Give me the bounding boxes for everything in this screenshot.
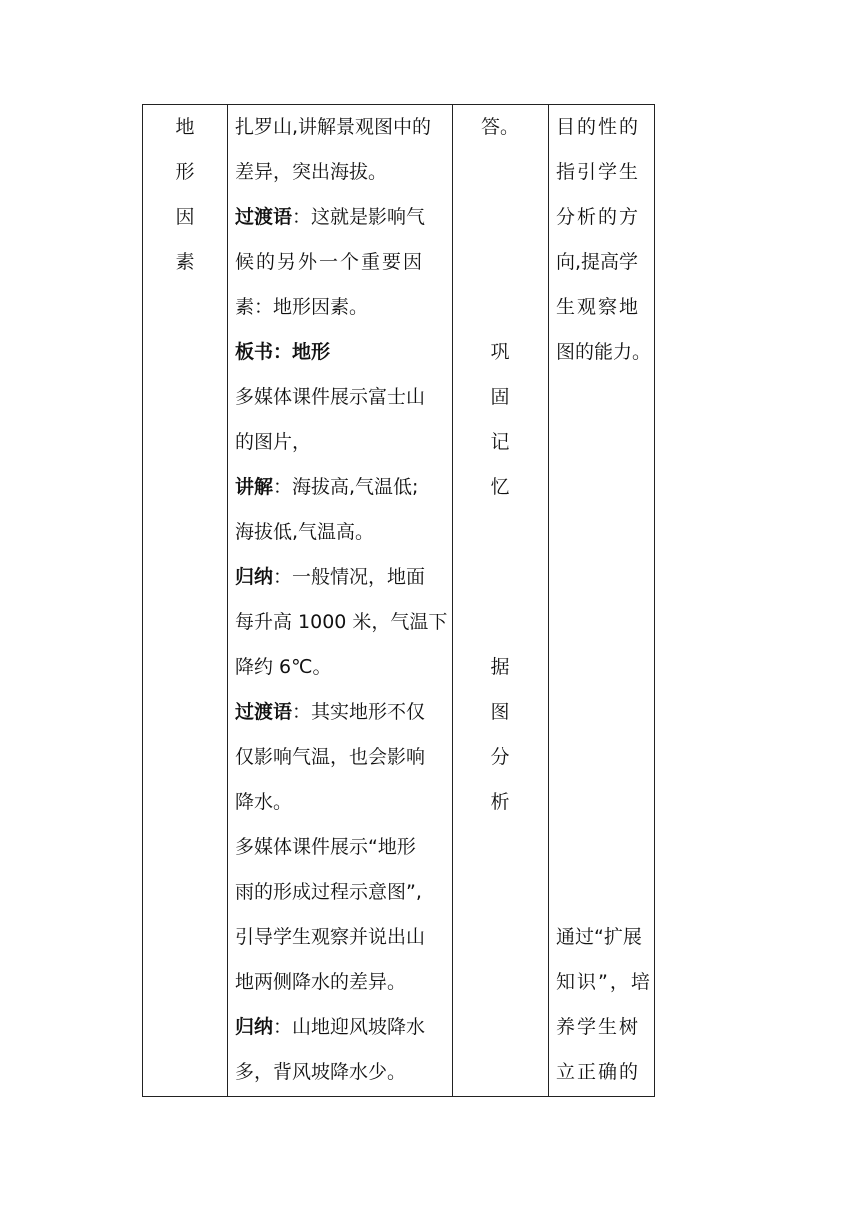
text-line: 养学生树 xyxy=(556,1016,641,1038)
text-line xyxy=(235,195,425,240)
note-char: 图 xyxy=(490,701,510,723)
text-line xyxy=(235,960,406,1005)
note-char: 忆 xyxy=(490,476,510,498)
text-line xyxy=(235,510,374,555)
bold-label: 过渡语 xyxy=(235,701,293,723)
text-run: 地两侧降水的差异。 xyxy=(235,971,407,993)
text-run: 引导学生观察并说出山 xyxy=(235,926,426,948)
text-run: 海拔低,气温高。 xyxy=(235,521,375,543)
note-char: 据 xyxy=(490,656,510,678)
text-line: 分析的方 xyxy=(556,206,641,228)
text-line: 立正确的 xyxy=(556,1061,641,1083)
text-line xyxy=(235,285,368,330)
bold-label: 讲解 xyxy=(235,476,274,498)
text-line xyxy=(235,1005,425,1050)
section-title-cell xyxy=(143,105,227,1096)
teacher-activity-cell xyxy=(227,105,452,1096)
text-run: 多媒体课件展示“地形 xyxy=(235,836,416,858)
bold-label: 归纳 xyxy=(235,566,274,588)
text-run: 雨的形成过程示意图”, xyxy=(235,881,422,903)
text-line: 通过“扩展 xyxy=(556,926,642,948)
text-line xyxy=(235,105,431,150)
note-char: 分 xyxy=(490,746,510,768)
design-intent-cell xyxy=(548,105,656,1096)
note-char: 固 xyxy=(490,386,510,408)
text-run: ：山地迎风坡降水 xyxy=(273,1016,426,1038)
text-run: ：海拔高,气温低; xyxy=(273,476,419,498)
text-run: 每升高 1000 米，气温下 xyxy=(235,611,448,633)
text-run: 降约 6℃。 xyxy=(235,656,332,678)
text-line: 图的能力。 xyxy=(556,341,652,363)
text-run: 降水。 xyxy=(235,791,293,813)
text-run: ：一般情况，地面 xyxy=(273,566,426,588)
section-title-char: 形 xyxy=(175,161,195,183)
text-line xyxy=(235,690,425,735)
text-line xyxy=(235,150,387,195)
text-line xyxy=(235,645,331,690)
text-line xyxy=(235,1050,406,1095)
text-line xyxy=(235,735,425,780)
text-line xyxy=(235,555,425,600)
text-line xyxy=(235,915,425,960)
answer-text: 答。 xyxy=(480,116,519,138)
text-line: 知识”，培 xyxy=(556,971,652,993)
bold-label: 过渡语 xyxy=(235,206,293,228)
text-run: 仅影响气温，也会影响 xyxy=(235,746,426,768)
text-line: 生观察地 xyxy=(556,296,641,318)
section-title-char: 地 xyxy=(175,116,195,138)
text-line xyxy=(235,825,416,870)
text-line: 指引学生 xyxy=(556,161,641,183)
section-title-char: 因 xyxy=(175,206,195,228)
note-char: 记 xyxy=(490,431,510,453)
lesson-plan-table xyxy=(142,104,655,1097)
text-line xyxy=(235,600,447,645)
text-run: ：这就是影响气 xyxy=(292,206,426,228)
text-run: 扎罗山,讲解景观图中的 xyxy=(235,116,432,138)
text-line xyxy=(235,240,424,285)
text-line xyxy=(235,465,418,510)
student-activity-cell xyxy=(452,105,548,1096)
text-run: ：其实地形不仅 xyxy=(292,701,426,723)
text-line: 目的性的 xyxy=(556,116,641,138)
text-line xyxy=(235,420,311,465)
text-line: 向,提高学 xyxy=(556,251,639,273)
bold-label: 归纳 xyxy=(235,1016,274,1038)
text-run: 的图片， xyxy=(235,431,312,453)
bold-label: 板书：地形 xyxy=(235,341,331,363)
text-line xyxy=(235,780,292,825)
note-char: 巩 xyxy=(490,341,510,363)
text-run: 多媒体课件展示富士山 xyxy=(235,386,426,408)
text-line xyxy=(235,375,425,420)
note-char: 析 xyxy=(490,791,510,813)
text-run: 素：地形因素。 xyxy=(235,296,369,318)
text-line xyxy=(235,870,422,915)
text-run: 差异，突出海拔。 xyxy=(235,161,388,183)
text-line xyxy=(235,330,330,375)
text-run: 多，背风坡降水少。 xyxy=(235,1061,407,1083)
section-title-char: 素 xyxy=(175,251,195,273)
text-run: 候的另外一个重要因 xyxy=(235,251,425,273)
